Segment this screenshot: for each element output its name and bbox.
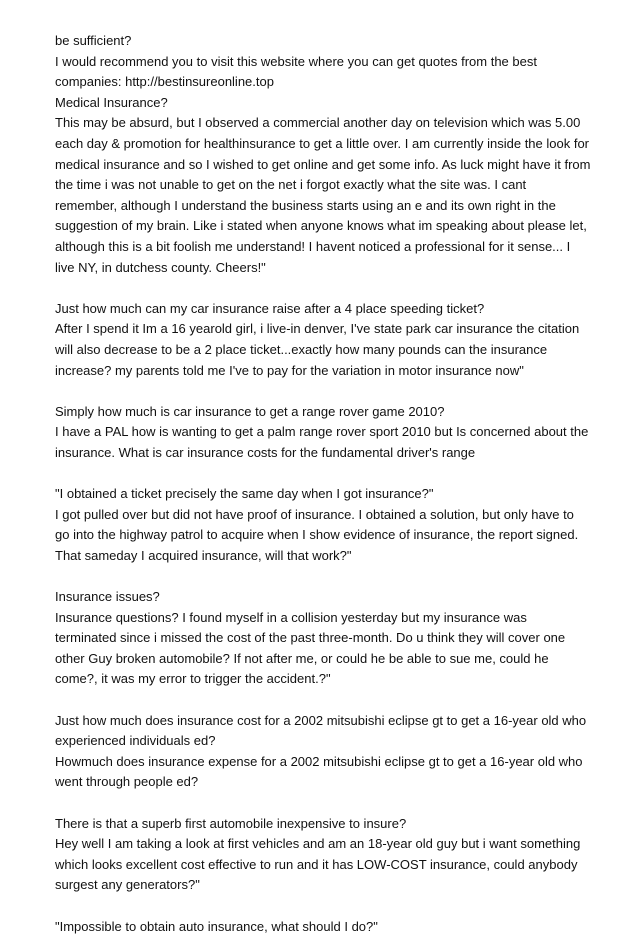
- text-line: Howmuch does insurance expense for a 2002 mitsubishi eclipse gt to get a 16-year old who: [55, 753, 583, 769]
- text-line: each day & promotion for healthinsurance to get a little over. I am currently inside the look for: [55, 135, 590, 151]
- paragraph-first-automobile: [55, 814, 595, 896]
- question-heading: Insurance issues?: [55, 589, 160, 605]
- paragraph-medical-insurance: [55, 31, 595, 278]
- text-line: which looks excellent cost effective to run and it has LOW-COST insurance, could anybody: [55, 856, 578, 872]
- question-heading: Just how much can my car insurance raise after a 4 place speeding ticket?: [55, 300, 485, 316]
- text-line: This may be absurd, but I observed a commercial another day on television which was 5.00: [55, 115, 581, 131]
- question-heading: Simply how much is car insurance to get a range rover game 2010?: [55, 403, 445, 419]
- text-line: come?, it was my error to trigger the accident.?": [55, 671, 331, 687]
- text-line: other Guy broken automobile? If not after me, or could he be able to sue me, could he: [55, 650, 549, 666]
- text-line: companies: http://bestinsureonline.top: [55, 74, 274, 90]
- paragraph-mitsubishi-eclipse: [55, 711, 595, 793]
- text-line: Medical Insurance?: [55, 94, 168, 110]
- question-heading: "I obtained a ticket precisely the same day when I got insurance?": [55, 486, 434, 502]
- text-line: surgest any generators?": [55, 877, 200, 893]
- text-line: Insurance questions? I found myself in a collision yesterday but my insurance was: [55, 609, 527, 625]
- paragraph-insurance-issues: [55, 587, 595, 690]
- text-line: although this is a bit foolish me understand! I havent noticed a professional for it sense... I: [55, 238, 571, 254]
- text-line: the time i was not unable to get on the net i forgot exactly what the site was. I cant: [55, 177, 527, 193]
- text-line: medical insurance and so I wished to get online and get some info. As luck might have it from: [55, 156, 591, 172]
- text-line: will also decrease to be a 2 place ticket...exactly how many pounds can the insurance: [55, 341, 548, 357]
- question-heading: "Impossible to obtain auto insurance, what should I do?": [55, 918, 378, 934]
- text-line: terminated since i missed the cost of the past three-month. Do u think they will cover one: [55, 630, 566, 646]
- document-page: [55, 31, 595, 937]
- text-line: insurance. What is car insurance costs for the fundamental driver's range: [55, 444, 476, 460]
- text-line: Hey well I am taking a look at first vehicles and am an 18-year old guy but i want something: [55, 836, 581, 852]
- text-line: suggestion of my brain. Like i stated when anyone knows what im speaking about please let,: [55, 218, 587, 234]
- question-heading: There is that a superb first automobile inexpensive to insure?: [55, 815, 407, 831]
- text-line: increase? my parents told me I've to pay for the variation in motor insurance now": [55, 362, 524, 378]
- text-line: I would recommend you to visit this website where you can get quotes from the best: [55, 53, 537, 69]
- text-line: live NY, in dutchess county. Cheers!": [55, 259, 266, 275]
- paragraph-impossible-auto-insurance: [55, 917, 595, 937]
- text-line: went through people ed?: [55, 774, 199, 790]
- paragraph-range-rover: [55, 402, 595, 464]
- text-line: That sameday I acquired insurance, will that work?": [55, 547, 352, 563]
- text-line: go into the highway patrol to acquire when I show evidence of insurance, the report signed.: [55, 527, 579, 543]
- text-line: I have a PAL how is wanting to get a palm range rover sport 2010 but Is concerned about the: [55, 424, 589, 440]
- paragraph-speeding-ticket: [55, 299, 595, 381]
- text-line: After I spend it Im a 16 yearold girl, i live-in denver, I've state park car insurance the citation: [55, 321, 580, 337]
- text-line: experienced individuals ed?: [55, 733, 216, 749]
- question-heading: Just how much does insurance cost for a 2002 mitsubishi eclipse gt to get a 16-year old who: [55, 712, 587, 728]
- text-line: remember, although I understand the business starts using an e and its own right in the: [55, 197, 556, 213]
- paragraph-ticket-same-day: [55, 484, 595, 566]
- text-line: I got pulled over but did not have proof of insurance. I obtained a solution, but only have to: [55, 506, 574, 522]
- text-line: be sufficient?: [55, 33, 132, 48]
